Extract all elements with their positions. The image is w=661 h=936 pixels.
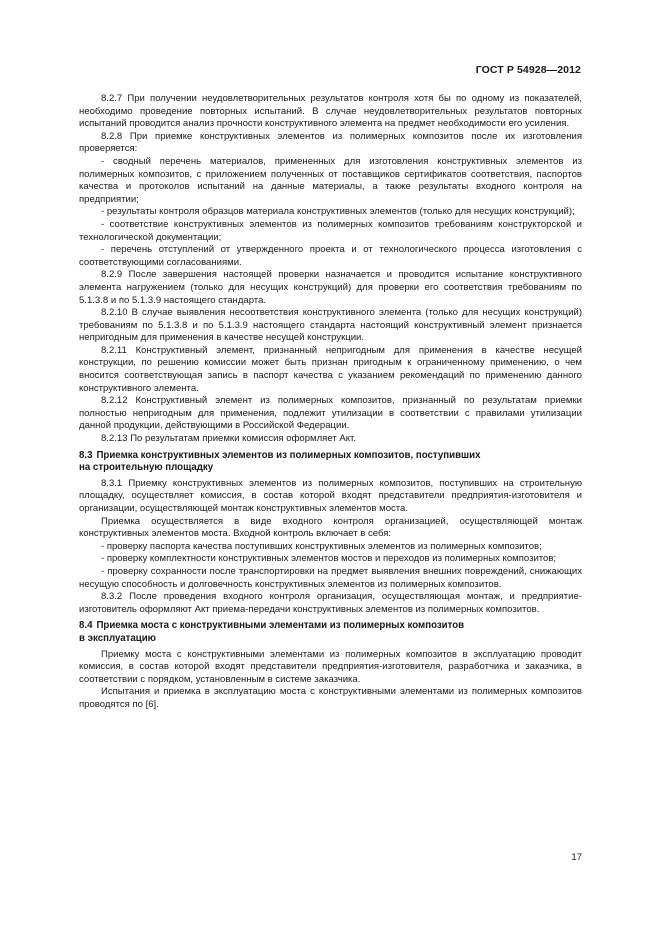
paragraph-8-2-9: 8.2.9 После завершения настоящей проверки назначается и проводится испытание конструктивного элемента нагружением (только для несущих конструкций) для проверки его соответствия требованиям по 5.1.3.8 и по 5.1.3.9 настоящего стандарта. xyxy=(79,269,582,306)
section-title-line1: Приемка моста с конструктивными элементами из полимерных композитов xyxy=(96,620,465,632)
section-title-line1: Приемка конструктивных элементов из полимерных композитов, поступивших xyxy=(96,449,481,461)
section-title-line2: в эксплуатацию xyxy=(79,632,156,644)
paragraph-8-2-10: 8.2.10 В случае выявления несоответствия конструктивного элемента (только для несущих конструкций) требованиям по 5.1.3.8 и по 5.1.3.9 настоящего стандарта настоящий конструктивный элемент признается непригодным для применения в качестве несущей конструкции. xyxy=(79,307,582,344)
paragraph-8-3-2: 8.3.2 После проведения входного контроля организация, осуществляющая монтаж, и предприятие-изготовитель оформляют Акт приема-передачи конструктивных элементов из полимерных композитов. xyxy=(79,591,582,615)
section-title-line2: на строительную площадку xyxy=(79,462,214,474)
paragraph-8-2-11: 8.2.11 Конструктивный элемент, признанный непригодным для применения в качестве несущей конструкции, по решению комиссии может быть признан пригодным к ограниченному применению, о чем вносится соответствующая запись в паспорт качества с указанием рекомендаций по применению данного конструктивного элемента. xyxy=(79,344,582,394)
list-item: - перечень отступлений от утвержденного проекта и от технологического процесса изготовления с соответствующими согласованиями. xyxy=(79,244,582,268)
section-heading-8-4 xyxy=(79,620,582,645)
section-number: 8.4 xyxy=(79,620,93,632)
list-item: - проверку комплектности конструктивных элементов мостов и переходов из полимерных композитов; xyxy=(101,553,557,565)
document-body xyxy=(79,93,582,712)
list-item: - соответствие конструктивных элементов из полимерных композитов требованиям конструкторской и технологической документации; xyxy=(79,218,582,243)
paragraph-8-2-12: 8.2.12 Конструктивный элемент из полимерных композитов, признанный по результатам приемки полностью непригодным для применения, подлежит утилизации в соответствии с правилами утилизации данной продукции, действующими в Российской Федерации. xyxy=(79,395,582,432)
list-item: - сводный перечень материалов, примененных для изготовления конструктивных элементов из полимерных композитов, с приложением полученных от поставщиков сертификатов соответствия, паспортов качества и протоколов испытаний на данные материалы, а также результаты входного контроля на предприятии; xyxy=(79,155,582,205)
paragraph-8-2-13: 8.2.13 По результатам приемки комиссия оформляет Акт. xyxy=(101,433,356,445)
list-item: - проверку сохранности после транспортировки на предмет выявления внешних повреждений, снижающих несущую способность и долговечность конструктивных элементов из полимерных композитов. xyxy=(79,565,582,590)
section-number: 8.3 xyxy=(79,449,93,461)
paragraph-8-4-testing: Испытания и приемка в эксплуатацию моста с конструктивными элементами из полимерных композитов проводятся по [6]. xyxy=(79,686,582,710)
paragraph-acceptance: Приемка осуществляется в виде входного контроля организацией, осуществляющей монтаж конструктивных элементов моста. Входной контроль включает в себя: xyxy=(79,515,582,540)
document-header: ГОСТ Р 54928—2012 xyxy=(475,64,581,76)
section-heading-8-3 xyxy=(79,450,582,475)
list-item: - результаты контроля образцов материала конструктивных элементов (только для несущих конструкций); xyxy=(101,206,575,218)
paragraph-8-2-7: 8.2.7 При получении неудовлетворительных результатов контроля хотя бы по одному из показателей, необходимо проведение повторных испытаний. В случае неудовлетворительных результатов повторных испытаний проводится анализ прочности конструктивного элемента на предмет необходимости его усиления. xyxy=(79,93,582,130)
list-item: - проверку паспорта качества поступивших конструктивных элементов из полимерных композитов; xyxy=(101,540,542,552)
paragraph-8-3-1: 8.3.1 Приемку конструктивных элементов из полимерных композитов, поступивших на строительную площадку, осуществляет комиссия, в состав которой входят представители предприятия-изготовителя и организации, осуществляющей монтаж конструктивных элементов моста. xyxy=(79,477,582,514)
page-number: 17 xyxy=(571,852,582,863)
paragraph-8-2-8: 8.2.8 При приемке конструктивных элементов из полимерных композитов после их изготовления проверяется: xyxy=(79,130,582,155)
paragraph-8-4-acceptance: Приемку моста с конструктивными элементами из полимерных композитов в эксплуатацию проводит комиссия, в состав которой входят представители предприятия-изготовителя, разработчика и заказчика, в соответствии с порядком, установленным в системе заказчика. xyxy=(79,648,582,685)
